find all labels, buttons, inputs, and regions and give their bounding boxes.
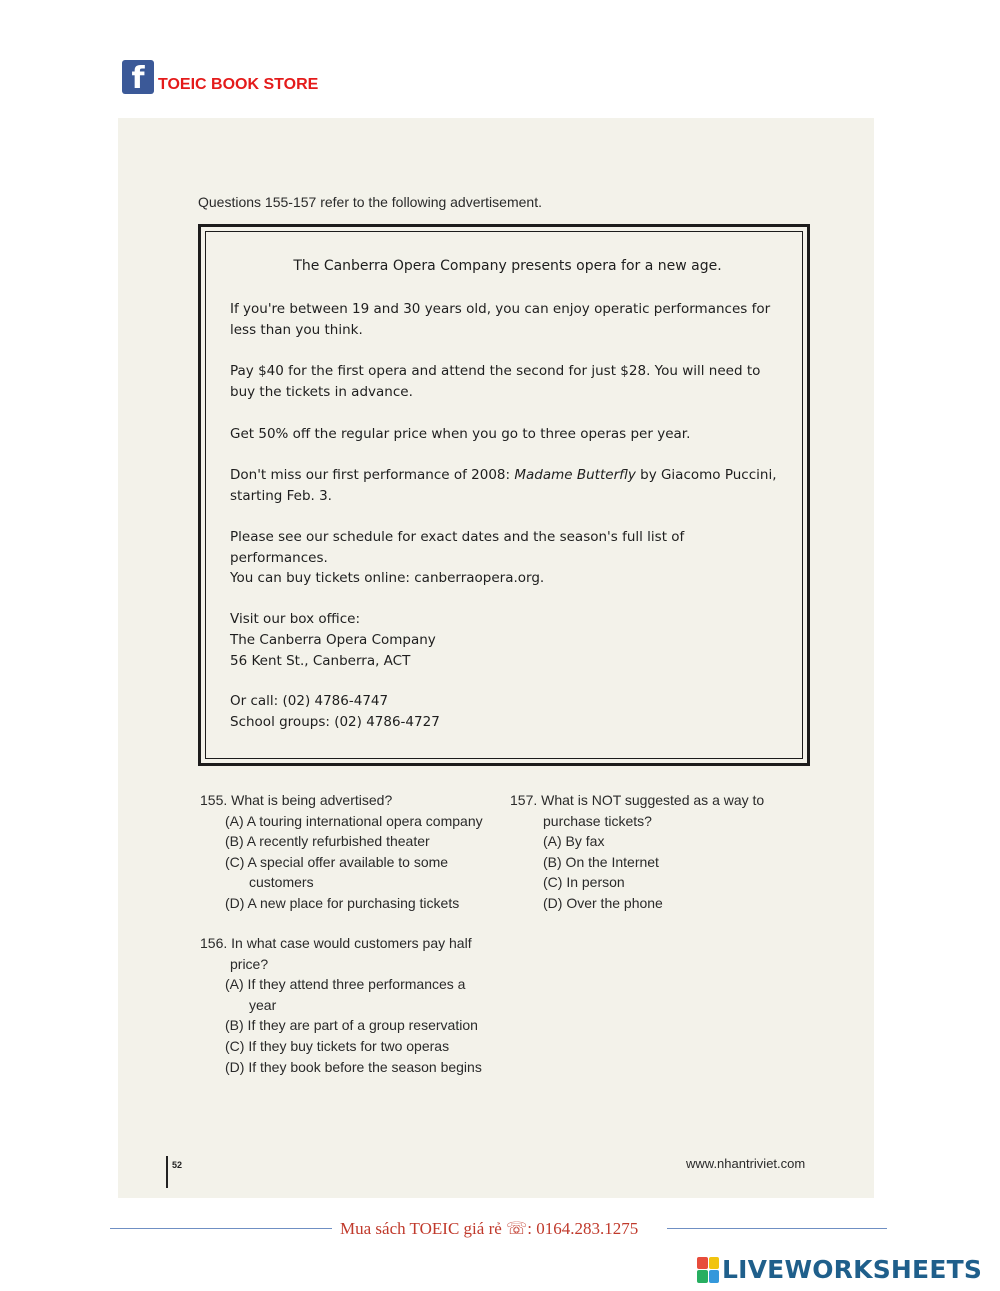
page-number: 52 [172,1160,183,1170]
ad-visit-name: The Canberra Opera Company [230,632,436,648]
option-d[interactable]: (D) If they book before the season begins [225,1058,482,1075]
option-c-line1: (C) A special offer available to some [225,853,449,870]
option-c-line2: customers [249,874,314,891]
footer-divider-left [110,1228,332,1229]
question-156 [200,933,482,1077]
ad-box-office [230,609,785,672]
liveworksheets-logo-icon [697,1257,719,1283]
brand-header[interactable] [122,60,318,94]
ad-performance-intro: Don't miss our first performance of 2008: [230,467,515,483]
ad-title: The Canberra Opera Company presents opera for a new age. [293,258,722,274]
facebook-icon[interactable]: f [122,60,154,94]
questions-intro: Questions 155-157 refer to the following advertisement. [198,194,542,210]
ad-call: Or call: (02) 4786-4747 [230,693,389,709]
page-number-bar [166,1156,168,1188]
ad-school-groups: School groups: (02) 4786-4727 [230,714,440,730]
option-b[interactable]: (B) On the Internet [543,853,659,870]
option-c[interactable] [200,852,483,893]
ad-paragraph-pricing: Pay $40 for the first opera and attend the second for just $28. You will need to buy the tickets in advance. [230,363,761,400]
ad-paragraph-first-performance [230,465,785,507]
brand-name: TOEIC BOOK STORE [158,76,319,93]
option-b[interactable]: (B) A recently refurbished theater [225,833,430,850]
footer-divider-right [667,1228,887,1229]
option-a[interactable] [200,974,482,1015]
logo-tile-green [697,1270,708,1283]
ad-performance-details: by Giacomo Puccini, starting Feb. 3. [230,467,777,504]
liveworksheets-label: LIVEWORKSHEETS [722,1255,983,1284]
option-a[interactable]: (A) A touring international opera company [225,812,483,829]
logo-tile-red [697,1257,708,1270]
question-stem-line1: 157. What is NOT suggested as a way to [510,792,765,808]
website-url: www.nhantriviet.com [686,1156,806,1171]
ad-performance-title: Madame Butterfly [514,467,636,483]
question-stem: 155. What is being advertised? [200,792,393,808]
ad-paragraph-online: You can buy tickets online: canberraopera.org. [230,570,545,586]
footer-promo-text: Mua sách TOEIC giá rẻ ☏: 0164.283.1275 [340,1219,639,1238]
option-a-line2: year [249,996,277,1013]
question-stem-line1: 156. In what case would customers pay half [200,935,472,951]
ad-visit-label: Visit our box office: [230,611,360,627]
ad-paragraph-discount: Get 50% off the regular price when you go to three operas per year. [230,426,691,442]
ad-visit-address: 56 Kent St., Canberra, ACT [230,653,411,669]
option-a-line1: (A) If they attend three performances a [225,976,466,993]
ad-paragraph-age: If you're between 19 and 30 years old, you can enjoy operatic performances for less than you think. [230,301,771,338]
logo-tile-blue [709,1270,720,1283]
liveworksheets-logo[interactable] [697,1255,982,1284]
option-c[interactable]: (C) If they buy tickets for two operas [225,1037,450,1054]
ad-phone-numbers [230,691,785,733]
option-d[interactable]: (D) A new place for purchasing tickets [225,894,460,911]
ad-paragraph-schedule: Please see our schedule for exact dates and the season's full list of performances. [230,529,685,566]
question-155 [200,790,483,914]
question-stem-line2: purchase tickets? [543,812,652,829]
option-a[interactable]: (A) By fax [543,833,605,850]
question-157 [510,790,764,914]
option-b[interactable]: (B) If they are part of a group reservation [225,1017,478,1034]
option-c[interactable]: (C) In person [543,874,625,891]
logo-tile-yellow [709,1257,720,1270]
option-d[interactable]: (D) Over the phone [543,894,663,911]
question-stem-line2: price? [230,955,269,972]
